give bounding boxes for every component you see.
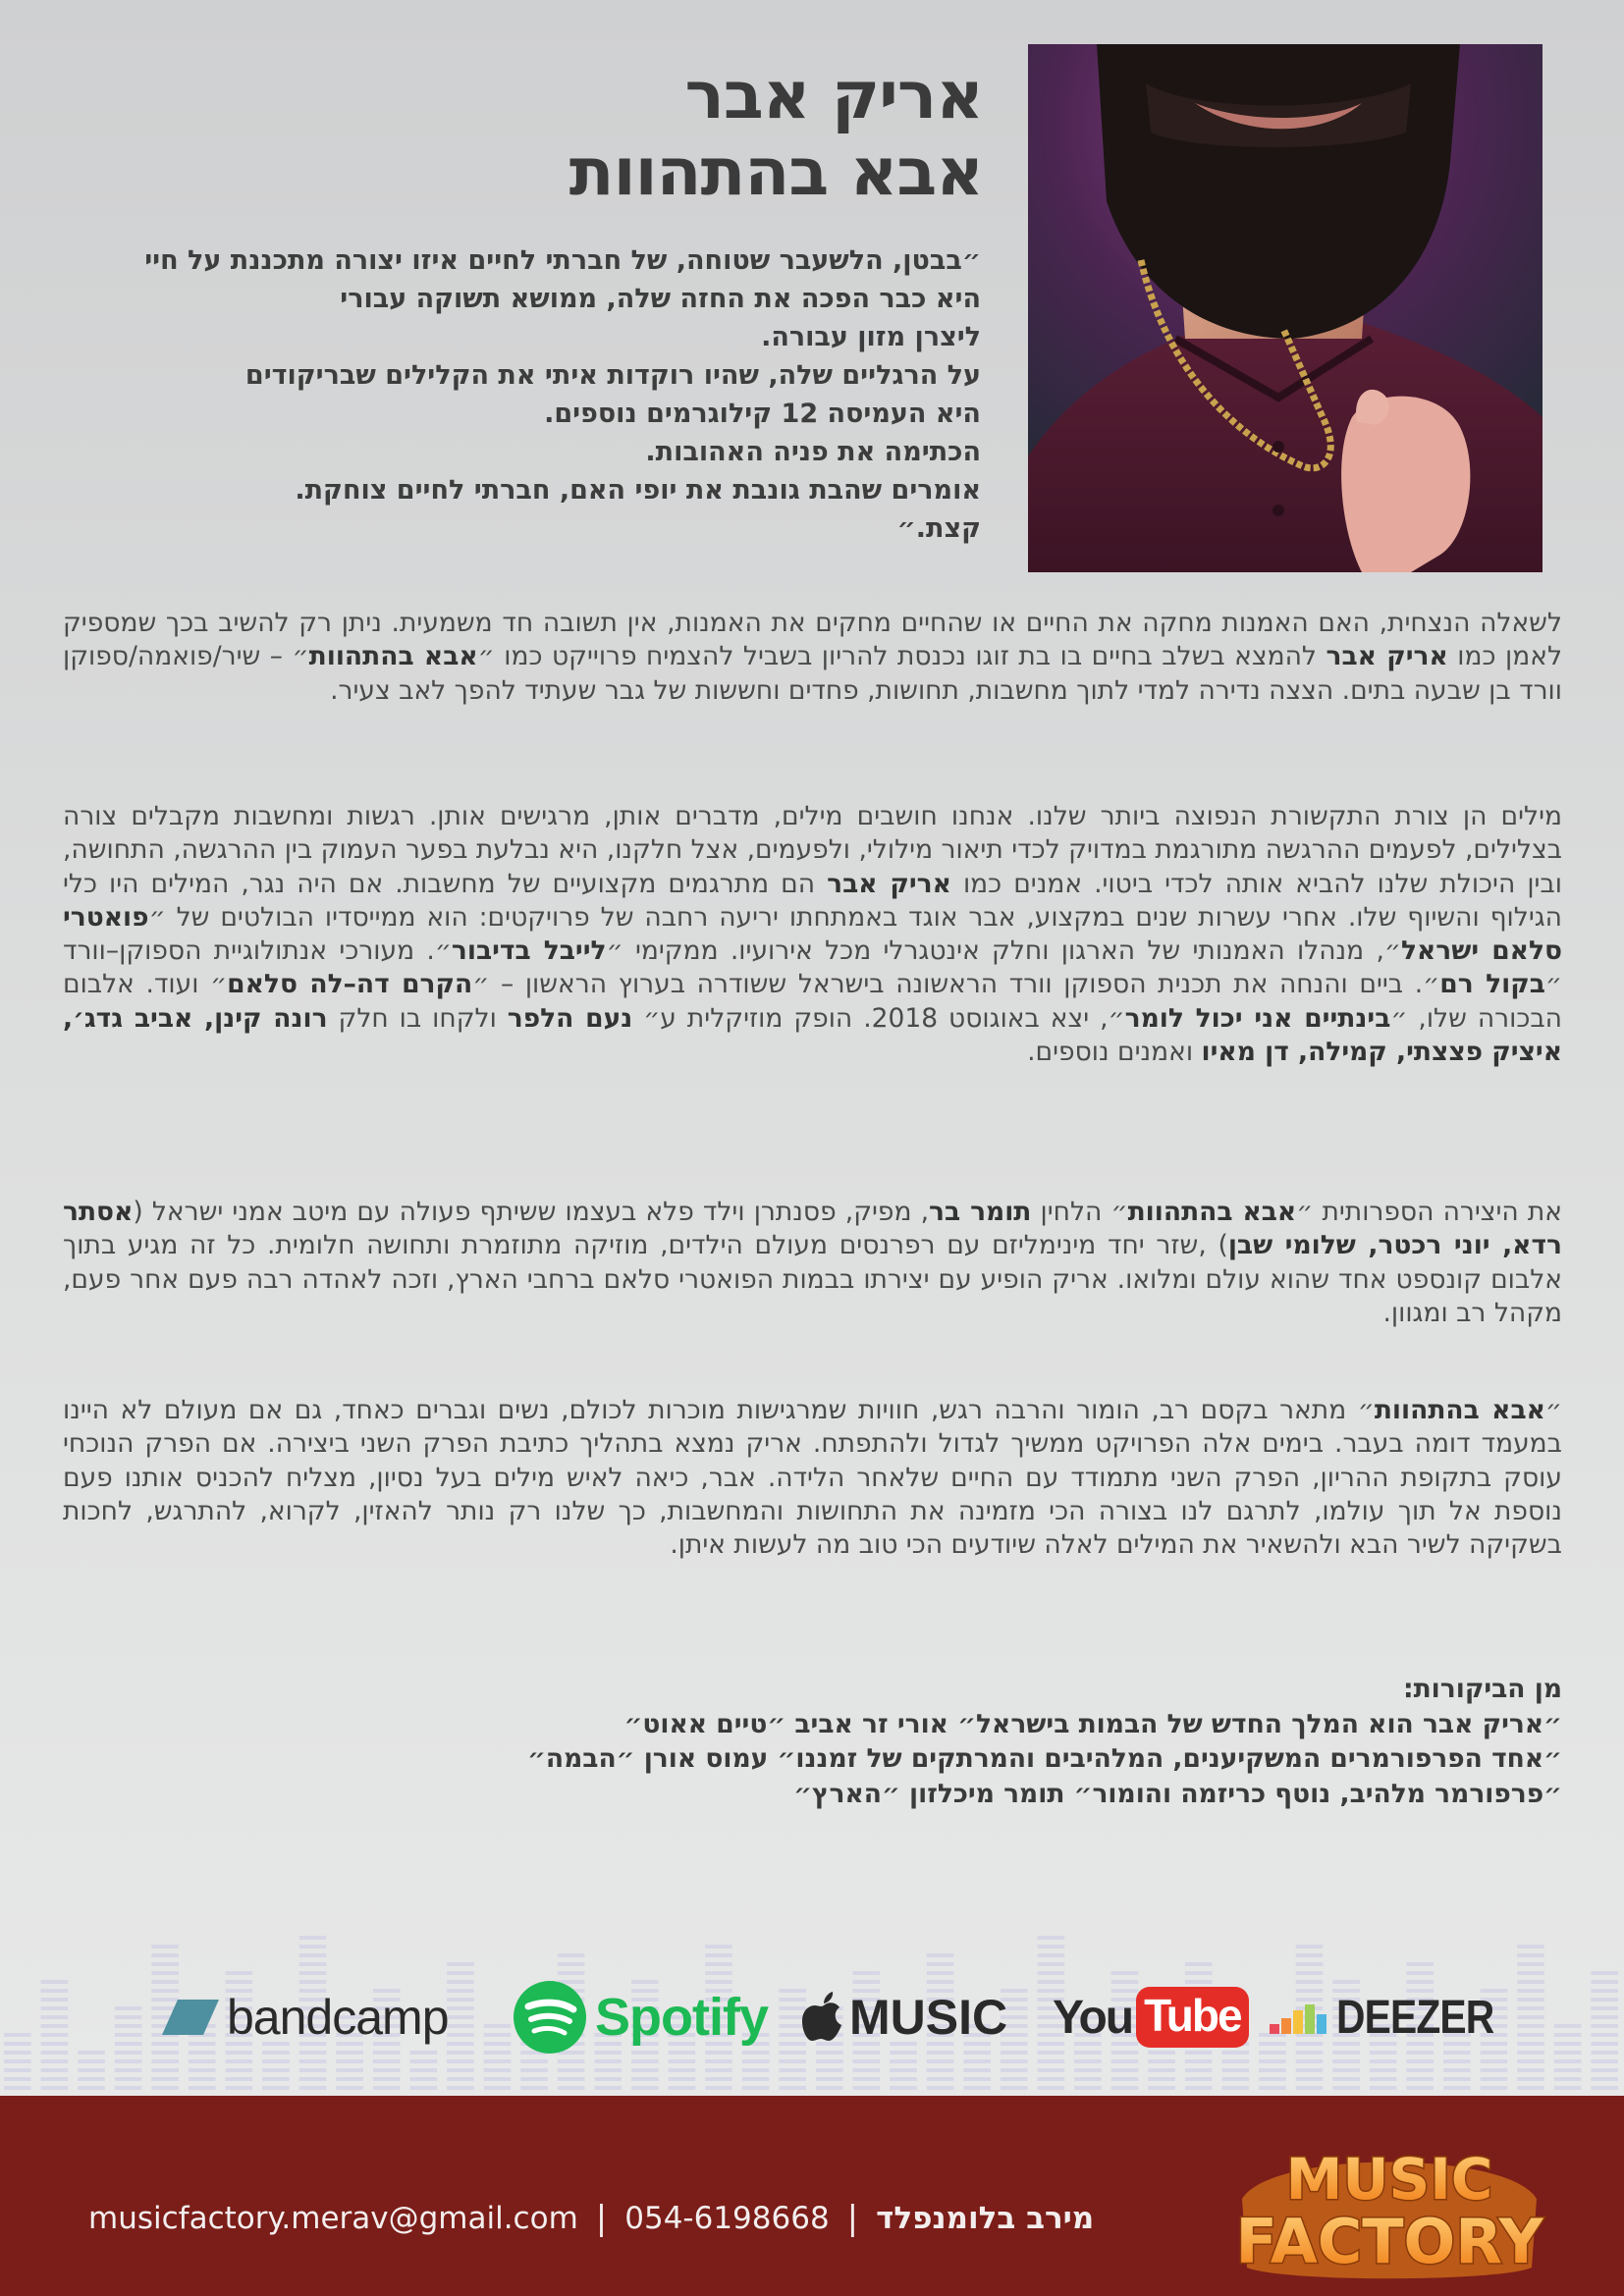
bold-text: לייבל בדיבור — [451, 935, 607, 967]
equalizer-bar-segment — [1111, 2068, 1139, 2072]
equalizer-bar-segment — [226, 2086, 253, 2090]
bold-text: אבא בהתהוות — [1374, 1395, 1545, 1425]
quote-line: ״בבטן, הלשעבר שטוחה, של חברתי לחיים איזו יצורה מתכננת על חיי — [144, 245, 981, 276]
equalizer-bar-segment — [336, 2086, 363, 2090]
reviews-heading: מן הביקורות: — [1402, 1674, 1562, 1704]
equalizer-bar-segment — [1406, 1962, 1434, 1966]
equalizer-bar-segment — [705, 1953, 732, 1957]
equalizer-bar-segment — [558, 2086, 585, 2090]
title-line-1: אריק אבר — [684, 57, 983, 133]
text-run: , מפיק, פסנתרן וילד פלא בעצמו ששיתף פעולה עם מיטב אמני ישראל ( — [133, 1197, 930, 1227]
equalizer-bar-segment — [1406, 2086, 1434, 2090]
equalizer-bar-segment — [1074, 2086, 1102, 2090]
equalizer-bar-segment — [1222, 2068, 1250, 2072]
equalizer-bar-segment — [410, 2086, 438, 2090]
youtube-logo[interactable] — [1053, 1973, 1249, 2061]
equalizer-bar-segment — [1148, 2077, 1175, 2081]
text-run: ״ מתאר בקסם רב, הומור והרבה רגש, חוויות שמרגישות מוכרות לכולם, נשים וגברים כאחד, גם אם מעולם לא היינו במעמד דומה בעבר. בימים אלה הפרויקט ממשיך לגדול ולהתפתח. אריק נמצא בתהליך כתיבת הפרק השני ביצירה. אם הפרק הנוכחי עוסק בתקופת ההריון, הפרק השני מתמודד עם החיים שלאחר הלידה. אבר, כיאה לאיש מילים בעל נסיון, מצליח להכניס אותנו פעם נוספת אל תוך עולמו, לתרגם לנו בצורה הכי מזמינה את התחושות והמחשבות, כך שלנו רק נותר להאזין, לקרוא, להתרגש, לחכות בשקיקה לשיר הבא ולהשאיר את המילים לאלה שיודעים הכי טוב מה לעשות איתן. — [63, 1395, 1562, 1561]
paragraph-composition — [63, 1196, 1562, 1330]
equalizer-bar-segment — [779, 2077, 806, 2081]
bold-text: בינתיים אני יכול לומר — [1124, 1002, 1391, 1034]
equalizer-bar-segment — [151, 1945, 179, 1949]
equalizer-bar-segment — [1370, 2077, 1397, 2081]
equalizer-bar-segment — [1554, 2086, 1582, 2090]
deezer-logo[interactable] — [1270, 1973, 1522, 2061]
contact-line — [88, 2194, 1094, 2243]
bold-text: אריק אבר — [1326, 641, 1448, 672]
equalizer-bar-segment — [447, 2068, 474, 2072]
equalizer-bar-segment — [520, 2068, 548, 2072]
contact-name: מירב בלומנפלד — [876, 2201, 1095, 2236]
equalizer-bar-segment — [226, 2068, 253, 2072]
text-run: ״, יצא באוגוסט 2018. הופק מוזיקלית ע״ — [632, 1002, 1125, 1034]
separator: | — [846, 2199, 859, 2238]
quote-line: ליצרן מזון עבורה. — [761, 322, 981, 352]
equalizer-bar-segment — [1222, 2077, 1250, 2081]
equalizer-bar-segment — [1332, 2077, 1360, 2081]
equalizer-bar-segment — [705, 1962, 732, 1966]
page-title — [433, 57, 983, 210]
equalizer-bar-segment — [373, 2086, 401, 2090]
equalizer-bar-segment — [1185, 2068, 1213, 2072]
equalizer-bar-segment — [1517, 2077, 1544, 2081]
equalizer-bar-segment — [1111, 2077, 1139, 2081]
equalizer-bar-segment — [299, 2086, 327, 2090]
bandcamp-label: bandcamp — [227, 1990, 449, 2045]
equalizer-bar-segment — [927, 2068, 954, 2072]
equalizer-bar-segment — [1074, 2077, 1102, 2081]
equalizer-bar-segment — [1370, 2086, 1397, 2090]
text-run: את היצירה הספרותית ״ — [1296, 1197, 1562, 1227]
equalizer-bar-segment — [1001, 2086, 1028, 2090]
equalizer-bar-segment — [890, 2077, 917, 2081]
equalizer-bar-segment — [299, 1953, 327, 1957]
equalizer-bar-segment — [1517, 1962, 1544, 1966]
equalizer-bar-segment — [558, 2068, 585, 2072]
bold-text: הקרם דה–לה סלאם — [227, 969, 473, 1000]
equalizer-bar-segment — [115, 2068, 142, 2072]
text-run: ולקחו בו חלק — [327, 1002, 508, 1034]
quote-line: קצת.״ — [896, 513, 981, 544]
bold-text: בקול רם — [1439, 969, 1545, 1000]
text-run: ״, מנהלו האמנותי של הארגון וחלק אינטגרלי מכל אירועיו. ממקימי ״ — [606, 935, 1401, 967]
bold-text: אריק אבר — [827, 868, 951, 899]
equalizer-bar-segment — [1185, 2077, 1213, 2081]
equalizer-bar-segment — [1296, 2086, 1324, 2090]
equalizer-bar-segment — [631, 2068, 659, 2072]
paragraph-text — [63, 800, 1562, 1069]
equalizer-bar-segment — [705, 2068, 732, 2072]
equalizer-bar-segment — [1591, 2077, 1618, 2081]
equalizer-bar-segment — [336, 2068, 363, 2072]
equalizer-bar-segment — [299, 2077, 327, 2081]
spotify-label: Spotify — [595, 1988, 768, 2047]
equalizer-bar-segment — [262, 2077, 290, 2081]
equalizer-bar-segment — [299, 1962, 327, 1966]
equalizer-bar-segment — [299, 1936, 327, 1940]
equalizer-bar-segment — [631, 2086, 659, 2090]
equalizer-bar-segment — [1591, 2086, 1618, 2090]
equalizer-bar-segment — [963, 2077, 991, 2081]
equalizer-bar-segment — [1038, 2086, 1065, 2090]
deezer-icon — [1270, 2001, 1328, 2034]
separator: | — [595, 2199, 608, 2238]
equalizer-bar-segment — [1038, 1953, 1065, 1957]
equalizer-bar-segment — [151, 2068, 179, 2072]
equalizer-bar-segment — [779, 2068, 806, 2072]
deezer-label: DEEZER — [1336, 1991, 1494, 2044]
equalizer-bar-segment — [669, 2077, 696, 2081]
equalizer-bar-segment — [705, 2086, 732, 2090]
equalizer-bar-segment — [484, 2068, 512, 2072]
equalizer-bar-segment — [1259, 2077, 1286, 2081]
quote-line: היא כבר הפכה את החזה שלה, ממושא תשוקה עבורי — [340, 284, 981, 314]
equalizer-bar-segment — [151, 1953, 179, 1957]
review-item: ״פרפורמר מלהיב, נוטף כריזמה והומור״ תומר מיכלזון ״הארץ״ — [793, 1778, 1562, 1809]
equalizer-bar-segment — [1517, 1953, 1544, 1957]
bold-text: נעם הלפר — [507, 1002, 633, 1034]
logo-word-factory: FACTORY — [1235, 2206, 1543, 2277]
equalizer-bar-segment — [1406, 2068, 1434, 2072]
equalizer-bar-segment — [78, 2077, 105, 2081]
bold-text: תומר בר — [929, 1197, 1032, 1227]
equalizer-bar-segment — [447, 1962, 474, 1966]
quote-line: אומרים שהבת גונבת את יופי האם, חברתי לחיים צוחקת. — [295, 475, 981, 506]
equalizer-bar-segment — [520, 2077, 548, 2081]
bold-text: אבא בהתהוות — [308, 641, 478, 672]
review-item: ״אריק אבר הוא המלך החדש של הבמות בישראל״ אורי זר אביב ״טיים אאוט״ — [623, 1708, 1562, 1739]
equalizer-bar-segment — [816, 2086, 843, 2090]
equalizer-bar-segment — [299, 2068, 327, 2072]
equalizer-bar-segment — [669, 2068, 696, 2072]
equalizer-bar-segment — [853, 2077, 881, 2081]
music-factory-logo — [1232, 2120, 1546, 2287]
equalizer-bar-segment — [742, 2077, 770, 2081]
text-run: להמצא בשלב בחיים בו בת זוגו נכנסת להריון בשביל להצמיח פרוייקט כמו ״ — [477, 641, 1326, 672]
spotify-logo[interactable] — [513, 1973, 768, 2061]
equalizer-bar-segment — [189, 2077, 216, 2081]
text-run: ״. מעורכי אנתולוגיית הספוקן–וורד ״ — [63, 935, 1563, 1000]
youtube-you-label: You — [1053, 1991, 1133, 2044]
equalizer-bar-segment — [558, 1953, 585, 1957]
equalizer-bar-segment — [963, 2068, 991, 2072]
equalizer-bar-segment — [816, 2068, 843, 2072]
equalizer-bar-segment — [1185, 2086, 1213, 2090]
equalizer-bar-segment — [336, 2077, 363, 2081]
equalizer-bar-segment — [1481, 2068, 1508, 2072]
equalizer-bar-segment — [1443, 2068, 1471, 2072]
equalizer-bar-segment — [115, 2077, 142, 2081]
equalizer-bar-segment — [447, 2077, 474, 2081]
text-run: לשאלה הנצחית, האם האמנות מחקה את החיים או שהחיים מחקים את האמנות, אין תשובה חד משמעית. ניתן רק להשיב בכך שמספיק לאמן כמו — [63, 608, 1563, 672]
equalizer-bar-segment — [927, 1962, 954, 1966]
equalizer-bar-segment — [373, 2068, 401, 2072]
equalizer-bar-segment — [1038, 2068, 1065, 2072]
reviews-section — [384, 1672, 1562, 1811]
equalizer-bar-segment — [151, 2086, 179, 2090]
equalizer-bar-segment — [1443, 2086, 1471, 2090]
equalizer-bar-segment — [558, 1962, 585, 1966]
bold-text: אבא בהתהוות — [1127, 1197, 1297, 1227]
contact-email[interactable]: musicfactory.merav@gmail.com — [88, 2201, 578, 2236]
equalizer-bar-segment — [1074, 2068, 1102, 2072]
equalizer-bar-segment — [594, 2086, 622, 2090]
equalizer-bar-segment — [4, 2068, 31, 2072]
equalizer-bar-segment — [1406, 2077, 1434, 2081]
text-run: מילים הן צורת התקשורת הנפוצה ביותר שלנו. אנחנו חושבים מילים, מדברים אותן, מרגישים אותן. רגשות ומחשבות מקבלים צורה בצלילים, לפעמים ההרגשה מתורגמת במדויק לכדי תיאור מילולי, ולפעמים, אצל חלקנו, היא נבלעת בפער העמוק בין ההרגשה, התחושה, ובין היכולת שלנו להביא אותה לכדי ביטוי. אמנים כמו — [63, 801, 1563, 899]
equalizer-bar-segment — [484, 2086, 512, 2090]
equalizer-bar-segment — [1296, 2068, 1324, 2072]
equalizer-bar-segment — [1111, 2086, 1139, 2090]
equalizer-bar-segment — [151, 2077, 179, 2081]
text-run: ״ — [1544, 1395, 1562, 1425]
equalizer-bar-segment — [1370, 2068, 1397, 2072]
paragraph-biography — [63, 800, 1562, 1069]
equalizer-bar-segment — [1517, 2086, 1544, 2090]
equalizer-bar-segment — [1517, 2068, 1544, 2072]
apple-music-label: MUSIC — [849, 1990, 1008, 2045]
equalizer-bar-segment — [4, 2077, 31, 2081]
equalizer-bar-segment — [189, 2068, 216, 2072]
equalizer-bar-segment — [262, 2086, 290, 2090]
equalizer-bar-segment — [927, 1953, 954, 1957]
paragraph-text — [63, 1394, 1562, 1562]
equalizer-bar-segment — [1222, 2086, 1250, 2090]
equalizer-bar-segment — [41, 2068, 69, 2072]
bandcamp-logo[interactable] — [162, 1973, 449, 2061]
equalizer-bar-segment — [299, 1945, 327, 1949]
youtube-tube-label: Tube — [1136, 1987, 1248, 2048]
equalizer-bar-segment — [1481, 2086, 1508, 2090]
equalizer-bar-segment — [1038, 1945, 1065, 1949]
equalizer-bar-segment — [1296, 1962, 1324, 1966]
equalizer-bar-segment — [1332, 2086, 1360, 2090]
equalizer-bar-segment — [1296, 1945, 1324, 1949]
equalizer-bar-segment — [226, 2077, 253, 2081]
equalizer-bar-segment — [779, 2086, 806, 2090]
opening-quote — [38, 241, 981, 548]
quote-line: הכתימה את פניה האהובות. — [645, 437, 981, 467]
quote-line: על הרגליים שלה, שהיו רוקדות איתי את הקלילים שבריקודים — [244, 360, 981, 391]
equalizer-bar-segment — [742, 2086, 770, 2090]
equalizer-bar-segment — [151, 1962, 179, 1966]
equalizer-bar-segment — [78, 2086, 105, 2090]
bold-text: אסתר רדא, יוני רכטר, שלומי שבן — [63, 1197, 1563, 1261]
artist-photo — [1028, 44, 1543, 572]
equalizer-bar-segment — [1038, 1936, 1065, 1940]
equalizer-bar-segment — [4, 2086, 31, 2090]
equalizer-bar-segment — [1591, 2068, 1618, 2072]
equalizer-bar-segment — [1038, 1962, 1065, 1966]
equalizer-bar-segment — [189, 2086, 216, 2090]
equalizer-bar-segment — [669, 2086, 696, 2090]
equalizer-bar-segment — [447, 2086, 474, 2090]
equalizer-bar-segment — [705, 1945, 732, 1949]
equalizer-bar-segment — [115, 2086, 142, 2090]
apple-music-logo[interactable] — [802, 1973, 1007, 2061]
bold-text: פואטרי סלאם ישראל — [63, 901, 1562, 967]
logo-word-music: MUSIC — [1285, 2146, 1493, 2213]
review-item: ״אחד הפרפורמרים המשקיענים, המלהיבים והמרתקים של זמננו״ עמוס אורן ״הבמה״ — [527, 1743, 1562, 1774]
equalizer-bar-segment — [890, 2068, 917, 2072]
streaming-logos — [0, 1973, 1624, 2061]
equalizer-bar-segment — [705, 2077, 732, 2081]
bold-text: רונה קינן, אביב גדג׳, איציק פצצתי, קמילה, דן מאיו — [63, 1002, 1562, 1068]
equalizer-bar-segment — [594, 2068, 622, 2072]
equalizer-bar-segment — [41, 2086, 69, 2090]
equalizer-bar-segment — [262, 2068, 290, 2072]
quote-line: היא העמיסה 12 קילוגרמים נוספים. — [544, 399, 981, 429]
equalizer-bar-segment — [1185, 1962, 1213, 1966]
equalizer-bar-segment — [631, 2077, 659, 2081]
equalizer-bar-segment — [742, 2068, 770, 2072]
bandcamp-icon — [162, 2000, 219, 2035]
equalizer-bar-segment — [594, 2077, 622, 2081]
text-run: ואמנים נוספים. — [1027, 1037, 1202, 1068]
equalizer-bar-segment — [1259, 2068, 1286, 2072]
equalizer-bar-segment — [1554, 2068, 1582, 2072]
equalizer-bar-segment — [1001, 2077, 1028, 2081]
title-line-2: אבא בהתהוות — [568, 133, 983, 210]
equalizer-bar-segment — [41, 2077, 69, 2081]
equalizer-bar-segment — [1148, 2086, 1175, 2090]
equalizer-bar-segment — [373, 2077, 401, 2081]
equalizer-bar-segment — [558, 2077, 585, 2081]
equalizer-bar-segment — [410, 2068, 438, 2072]
equalizer-bar-segment — [816, 2077, 843, 2081]
equalizer-bar-segment — [1038, 2077, 1065, 2081]
equalizer-bar-segment — [890, 2086, 917, 2090]
equalizer-bar-segment — [1259, 2086, 1286, 2090]
equalizer-bar-segment — [927, 2086, 954, 2090]
paragraph-intro — [63, 607, 1562, 708]
paragraph-text — [63, 1196, 1562, 1330]
equalizer-bar-segment — [853, 2068, 881, 2072]
equalizer-bar-segment — [853, 2086, 881, 2090]
equalizer-bar-segment — [1148, 2068, 1175, 2072]
equalizer-bar-segment — [1554, 2077, 1582, 2081]
text-run: ״ הלחין — [1031, 1197, 1128, 1227]
text-run: ) ,שזר יחד מינימליזם עם רפרנסים מעולם הילדים, מוזיקה מתוזמרת ותחושה חלומית. כל זה מגיע בתוך אלבום קונספט אחד שהוא עולם ומלואו. אריק הופיע עם יצירתו בבמות הפואטרי סלאם ברחבי הארץ, וזכה לאהדה רבה פעם אחר פעם, מקהל רב ומגוון. — [63, 1230, 1562, 1328]
equalizer-bar-segment — [927, 2077, 954, 2081]
text-run: ״ ועוד. אלבום הבכורה שלו, ״ — [63, 969, 1562, 1034]
apple-icon — [802, 1992, 845, 2043]
equalizer-bar-segment — [1443, 2077, 1471, 2081]
contact-phone[interactable]: 054-6198668 — [624, 2201, 830, 2236]
paragraph-description — [63, 1394, 1562, 1562]
equalizer-bar-segment — [484, 2077, 512, 2081]
text-run: ״ – שיר/פואמה/ספוקן וורד בן שבעה בתים. הצצה נדירה למדי לתוך מחשבות, תחושות, פחדים וחששות של גבר שעתיד להפך לאב צעיר. — [63, 641, 1562, 706]
equalizer-bar-segment — [963, 2086, 991, 2090]
equalizer-bar-segment — [1296, 2077, 1324, 2081]
artist-photo-illustration — [1028, 44, 1543, 572]
equalizer-bar-segment — [1296, 1953, 1324, 1957]
equalizer-bar-segment — [1481, 2077, 1508, 2081]
equalizer-bar-segment — [410, 2077, 438, 2081]
text-run: הם מתרגמים מקצועיים של מחשבות. אם היה נגר, המילים היו כלי הגילוף והשיוף שלו. אחרי עשרות שנים במקצוע, אבר אוגד באמתחתו יריעה רחבה של פרויקטים: הוא ממייסדיו הבולטים של ״ — [63, 868, 1562, 933]
equalizer-bar-segment — [78, 2068, 105, 2072]
equalizer-bar-segment — [1001, 2068, 1028, 2072]
equalizer-bar-segment — [520, 2086, 548, 2090]
equalizer-bar-segment — [1517, 1945, 1544, 1949]
paragraph-text — [63, 607, 1562, 708]
text-run: ״. ביים והנחה את תכנית הספוקן וורד הראשונה בישראל ששודרה בערוץ הראשון – ״ — [472, 969, 1440, 1000]
spotify-icon — [513, 1980, 587, 2055]
equalizer-bar-segment — [1332, 2068, 1360, 2072]
